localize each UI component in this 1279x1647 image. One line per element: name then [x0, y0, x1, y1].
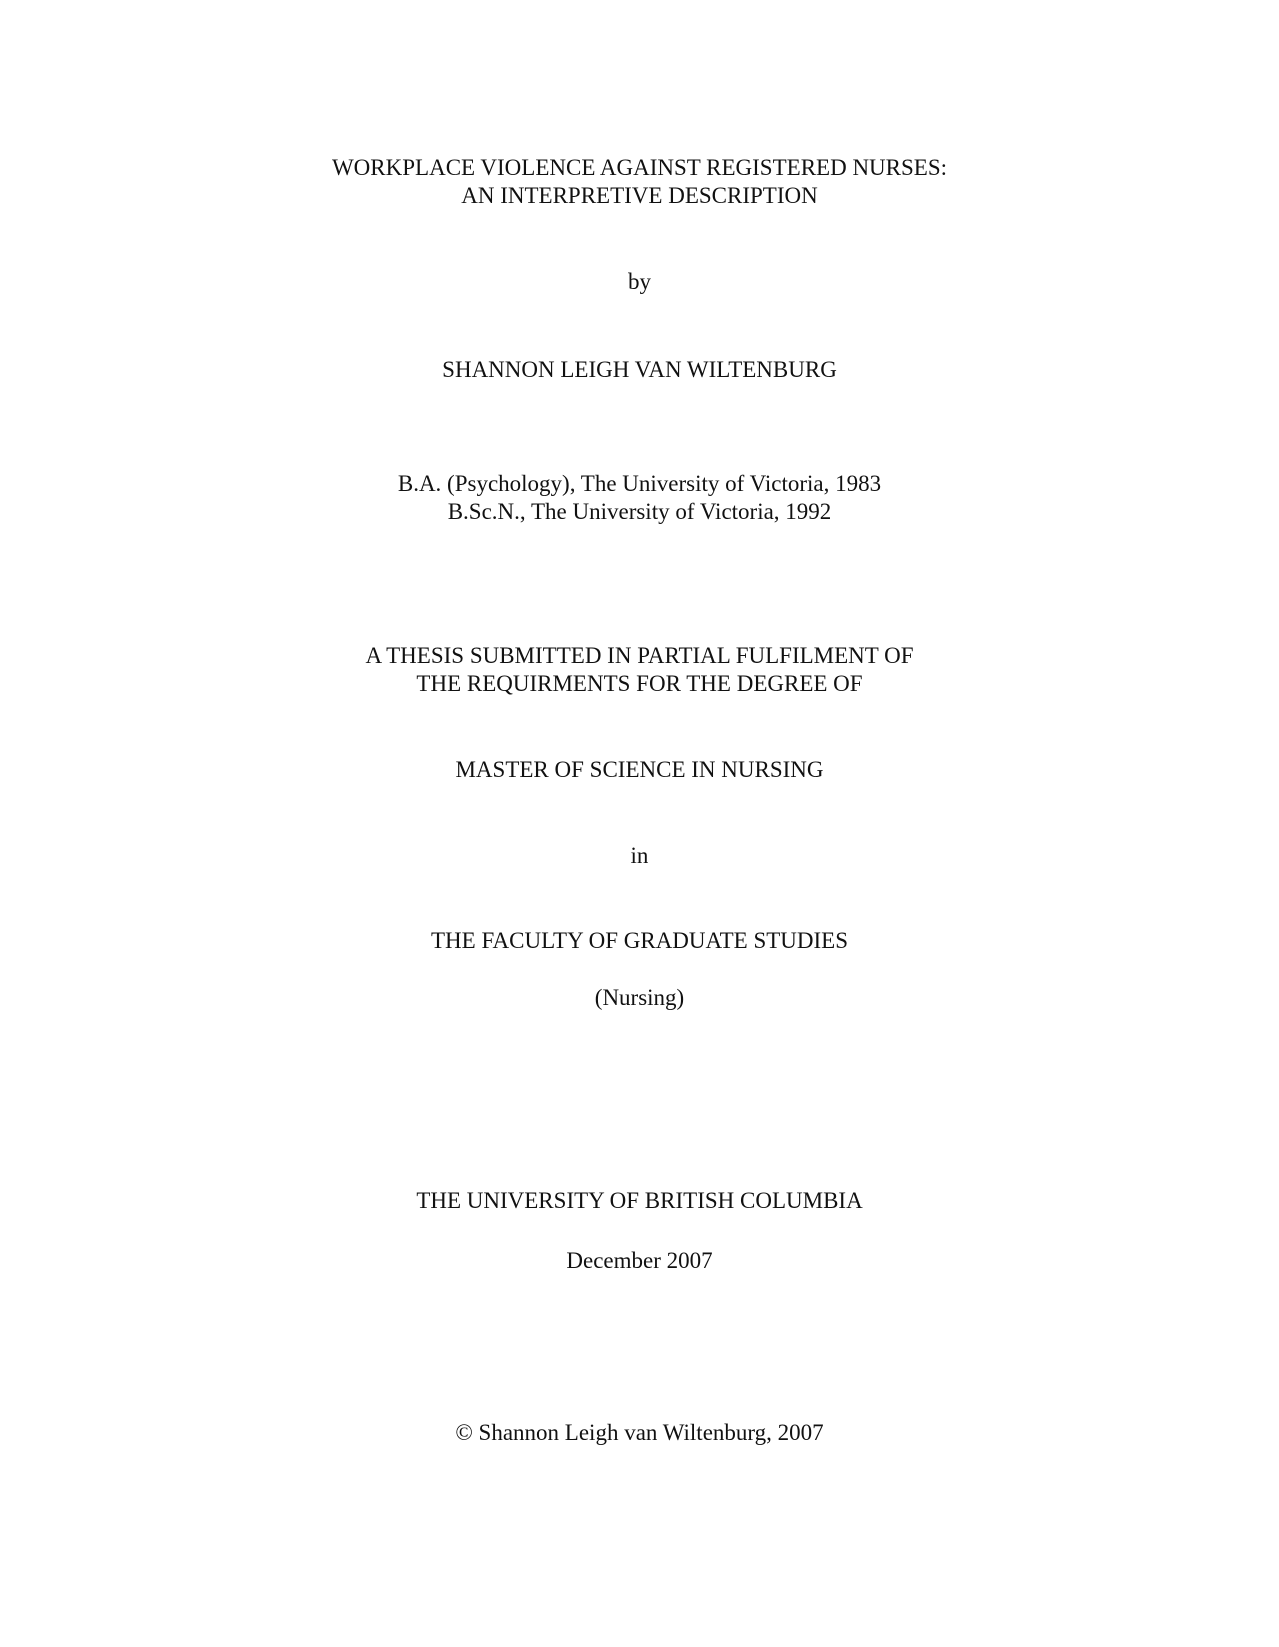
department-name: (Nursing): [594, 985, 685, 1010]
thesis-statement-line-1: A THESIS SUBMITTED IN PARTIAL FULFILMENT OF: [365, 643, 914, 668]
in-label: in: [630, 843, 649, 868]
thesis-title: [0, 154, 1279, 210]
thesis-title-line-1: WORKPLACE VIOLENCE AGAINST REGISTERED NURSES:: [331, 155, 948, 180]
copyright-notice: © Shannon Leigh van Wiltenburg, 2007: [455, 1420, 824, 1445]
prior-degree-2: B.Sc.N., The University of Victoria, 1992: [447, 499, 832, 524]
thesis-title-line-2: AN INTERPRETIVE DESCRIPTION: [461, 183, 818, 208]
prior-degree-1: B.A. (Psychology), The University of Victoria, 1983: [397, 471, 882, 496]
thesis-statement-line-2: THE REQUIRMENTS FOR THE DEGREE OF: [416, 671, 863, 696]
author-name: SHANNON LEIGH VAN WILTENBURG: [442, 357, 837, 382]
prior-degrees: [0, 470, 1279, 526]
degree-name: MASTER OF SCIENCE IN NURSING: [455, 757, 824, 782]
by-label: by: [628, 269, 651, 294]
university-name: THE UNIVERSITY OF BRITISH COLUMBIA: [416, 1188, 863, 1213]
faculty-name: THE FACULTY OF GRADUATE STUDIES: [431, 928, 848, 953]
thesis-statement: [0, 642, 1279, 698]
submission-date: December 2007: [566, 1248, 713, 1273]
